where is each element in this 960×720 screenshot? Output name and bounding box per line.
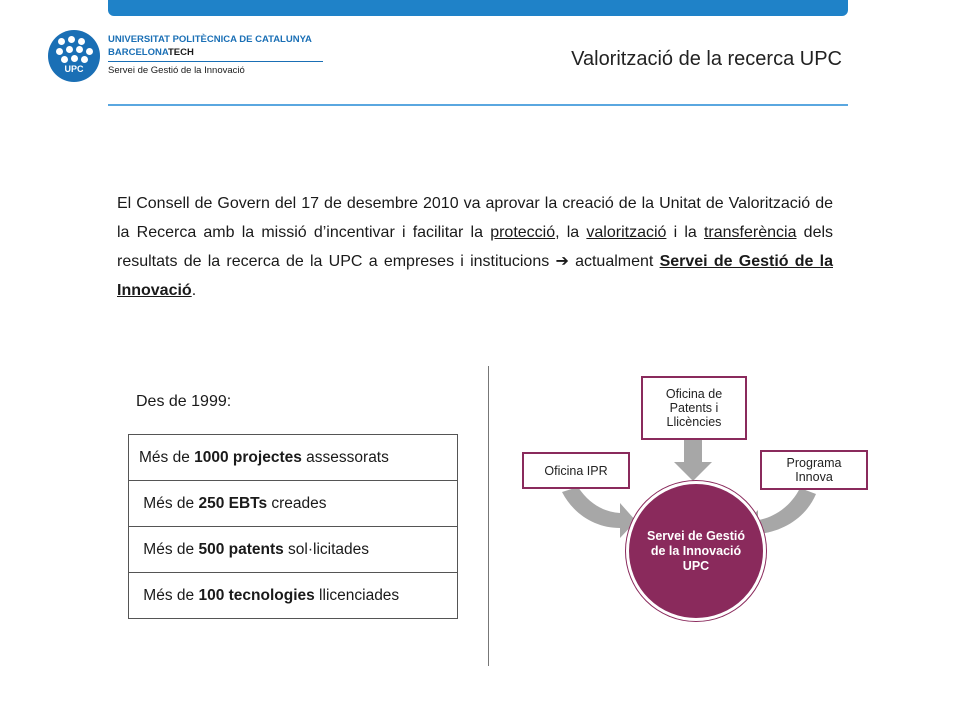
page-title: Valorització de la recerca UPC [571,48,842,70]
stat-row-ebts: Més de 250 EBTs creades [129,481,457,527]
since-label: Des de 1999: [136,393,232,410]
arrow-left [562,487,636,538]
diagram-node-oficina-ipr: Oficina IPR [522,452,630,489]
stat-row-projects: Més de 1000 projectes assessorats [129,435,457,481]
link-transferencia: transferència [703,224,797,241]
logo-barcelonatech: BARCELONATECH [108,47,194,58]
logo-service-name: Servei de Gestió de la Innovació [108,65,245,76]
logo-university-name: UNIVERSITAT POLITÈCNICA DE CATALUNYA [108,34,312,45]
diagram-center-node: Servei de Gestió de la Innovació UPC [626,481,766,621]
arrow-top [674,436,712,481]
arrow-icon: ➔ [555,253,569,270]
link-valoritzacio: valorització [586,224,667,241]
intro-paragraph: El Consell de Govern del 17 de desembre 2010 va aprovar la creació de la Unitat de Valorització de la Recerca amb la missió d’incentivar i facilitar la protecció, la valorització i la transferència dels resultats de la recerca de la UPC a empreses i institucions ➔ actualment Servei de Gestió de la Innovació. [117,195,834,299]
stat-row-patents: Més de 500 patents sol·licitades [129,527,457,573]
diagram-node-patents: Oficina de Patents i Llicències [641,376,747,440]
upc-logo-label: UPC [64,64,84,74]
stat-row-technologies: Més de 100 tecnologies llicenciades [139,587,400,604]
diagram-node-programa-innova: Programa Innova [760,450,868,490]
service-name: Servei de Gestió de la Innovació [117,253,833,299]
link-proteccio: protecció [490,224,556,241]
